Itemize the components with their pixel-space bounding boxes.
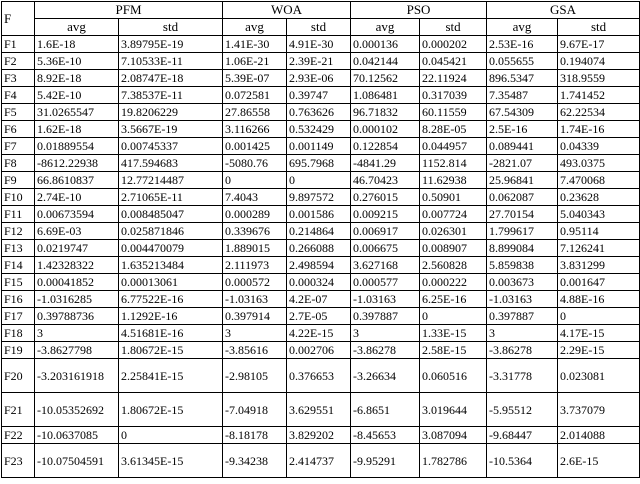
gsa-avg-cell: 896.5347 bbox=[487, 70, 558, 87]
pso-avg-cell: 0.122854 bbox=[351, 138, 420, 155]
pfm-std-cell: 2.25841E-15 bbox=[119, 359, 223, 393]
function-label: F18 bbox=[2, 325, 35, 342]
std-header: std bbox=[420, 19, 487, 36]
function-label: F21 bbox=[2, 393, 35, 427]
gsa-avg-cell: 5.859838 bbox=[487, 257, 558, 274]
avg-header: avg bbox=[35, 19, 119, 36]
function-label: F5 bbox=[2, 104, 35, 121]
pfm-avg-cell: 0.00041852 bbox=[35, 274, 119, 291]
woa-avg-cell: 1.41E-30 bbox=[223, 36, 287, 53]
gsa-std-cell: 1.741452 bbox=[558, 87, 640, 104]
woa-std-cell: 4.91E-30 bbox=[287, 36, 351, 53]
gsa-std-cell: 0.001647 bbox=[558, 274, 640, 291]
function-label: F3 bbox=[2, 70, 35, 87]
woa-std-cell: 0.000324 bbox=[287, 274, 351, 291]
table-row bbox=[2, 393, 640, 427]
gsa-std-cell: 2.014088 bbox=[558, 427, 640, 444]
gsa-std-cell: 4.17E-15 bbox=[558, 325, 640, 342]
gsa-avg-cell: -1.03163 bbox=[487, 291, 558, 308]
gsa-std-cell: 2.6E-15 bbox=[558, 444, 640, 478]
gsa-std-cell: 4.88E-16 bbox=[558, 291, 640, 308]
pfm-avg-cell: 3 bbox=[35, 325, 119, 342]
woa-avg-cell: 0.001425 bbox=[223, 138, 287, 155]
table-row bbox=[2, 155, 640, 172]
pso-avg-cell: -6.8651 bbox=[351, 393, 420, 427]
pfm-std-cell: 0.00745337 bbox=[119, 138, 223, 155]
gsa-std-cell: 7.470068 bbox=[558, 172, 640, 189]
table-row bbox=[2, 223, 640, 240]
function-label: F23 bbox=[2, 444, 35, 478]
woa-avg-cell: 0.000289 bbox=[223, 206, 287, 223]
gsa-avg-cell: -2821.07 bbox=[487, 155, 558, 172]
avg-header: avg bbox=[487, 19, 558, 36]
function-label: F12 bbox=[2, 223, 35, 240]
function-label: F6 bbox=[2, 121, 35, 138]
pso-avg-cell: -3.86278 bbox=[351, 342, 420, 359]
pfm-avg-cell: 0.01889554 bbox=[35, 138, 119, 155]
gsa-avg-cell: -3.31778 bbox=[487, 359, 558, 393]
pso-avg-cell: 0.276015 bbox=[351, 189, 420, 206]
gsa-avg-cell: 2.53E-16 bbox=[487, 36, 558, 53]
gsa-avg-cell: 0.089441 bbox=[487, 138, 558, 155]
pso-avg-cell: 1.086481 bbox=[351, 87, 420, 104]
pso-avg-cell: 46.70423 bbox=[351, 172, 420, 189]
table-row bbox=[2, 427, 640, 444]
pso-avg-cell: -3.26634 bbox=[351, 359, 420, 393]
woa-avg-cell: 0.000572 bbox=[223, 274, 287, 291]
gsa-avg-cell: 67.54309 bbox=[487, 104, 558, 121]
woa-std-cell: 0.001149 bbox=[287, 138, 351, 155]
std-header: std bbox=[119, 19, 223, 36]
gsa-avg-cell: 27.70154 bbox=[487, 206, 558, 223]
pso-avg-cell: 3 bbox=[351, 325, 420, 342]
woa-avg-cell: 0.339676 bbox=[223, 223, 287, 240]
pfm-avg-cell: 1.42328322 bbox=[35, 257, 119, 274]
gsa-std-cell: 0.194074 bbox=[558, 53, 640, 70]
gsa-avg-cell: 2.5E-16 bbox=[487, 121, 558, 138]
pso-std-cell: 0.044957 bbox=[420, 138, 487, 155]
pfm-avg-cell: 66.8610837 bbox=[35, 172, 119, 189]
pso-avg-cell: 0.000136 bbox=[351, 36, 420, 53]
gsa-avg-cell: 0.062087 bbox=[487, 189, 558, 206]
pfm-avg-cell: 6.69E-03 bbox=[35, 223, 119, 240]
pfm-std-cell: 6.77522E-16 bbox=[119, 291, 223, 308]
gsa-avg-cell: 1.799617 bbox=[487, 223, 558, 240]
pso-std-cell: 3.087094 bbox=[420, 427, 487, 444]
results-table bbox=[1, 1, 640, 478]
pfm-avg-cell: -3.8627798 bbox=[35, 342, 119, 359]
table-row bbox=[2, 121, 640, 138]
gsa-avg-cell: -9.68447 bbox=[487, 427, 558, 444]
pso-avg-cell: 0.000102 bbox=[351, 121, 420, 138]
function-label: F1 bbox=[2, 36, 35, 53]
pso-avg-cell: 0.006917 bbox=[351, 223, 420, 240]
pfm-avg-cell: 1.6E-18 bbox=[35, 36, 119, 53]
pso-std-cell: 0.008907 bbox=[420, 240, 487, 257]
table-row bbox=[2, 240, 640, 257]
pso-std-cell: 0.060516 bbox=[420, 359, 487, 393]
pfm-std-cell: 1.80672E-15 bbox=[119, 393, 223, 427]
woa-std-cell: 2.39E-21 bbox=[287, 53, 351, 70]
table-row bbox=[2, 138, 640, 155]
pfm-std-cell: 3.61345E-15 bbox=[119, 444, 223, 478]
pfm-avg-cell: -10.0637085 bbox=[35, 427, 119, 444]
pso-std-cell: 2.58E-15 bbox=[420, 342, 487, 359]
gsa-std-cell: 493.0375 bbox=[558, 155, 640, 172]
table-row bbox=[2, 257, 640, 274]
woa-avg-cell: 5.39E-07 bbox=[223, 70, 287, 87]
gsa-std-cell: 0.023081 bbox=[558, 359, 640, 393]
gsa-std-cell: 0.04339 bbox=[558, 138, 640, 155]
function-label: F8 bbox=[2, 155, 35, 172]
pfm-avg-cell: 2.74E-10 bbox=[35, 189, 119, 206]
avg-header: avg bbox=[351, 19, 420, 36]
woa-std-cell: 2.93E-06 bbox=[287, 70, 351, 87]
function-label: F2 bbox=[2, 53, 35, 70]
woa-avg-cell: 1.06E-21 bbox=[223, 53, 287, 70]
woa-avg-cell: -3.85616 bbox=[223, 342, 287, 359]
woa-avg-cell: 0 bbox=[223, 172, 287, 189]
pso-avg-cell: 0.006675 bbox=[351, 240, 420, 257]
pfm-std-cell: 3.5667E-19 bbox=[119, 121, 223, 138]
gsa-std-cell: 318.9559 bbox=[558, 70, 640, 87]
pfm-avg-cell: -3.203161918 bbox=[35, 359, 119, 393]
gsa-avg-cell: 0.003673 bbox=[487, 274, 558, 291]
pso-std-cell: 0.026301 bbox=[420, 223, 487, 240]
pfm-std-cell: 7.38537E-11 bbox=[119, 87, 223, 104]
woa-avg-cell: 2.111973 bbox=[223, 257, 287, 274]
pso-avg-cell: 0.397887 bbox=[351, 308, 420, 325]
pfm-std-cell: 1.635213484 bbox=[119, 257, 223, 274]
table-row bbox=[2, 36, 640, 53]
woa-avg-cell: -1.03163 bbox=[223, 291, 287, 308]
woa-std-cell: 4.22E-15 bbox=[287, 325, 351, 342]
pso-avg-cell: 0.009215 bbox=[351, 206, 420, 223]
gsa-std-cell: 9.67E-17 bbox=[558, 36, 640, 53]
pfm-avg-cell: 5.36E-10 bbox=[35, 53, 119, 70]
gsa-std-cell: 62.22534 bbox=[558, 104, 640, 121]
pso-std-cell: 22.11924 bbox=[420, 70, 487, 87]
woa-avg-cell: 3 bbox=[223, 325, 287, 342]
algorithm-header-woa: WOA bbox=[223, 2, 351, 19]
woa-std-cell: 2.414737 bbox=[287, 444, 351, 478]
pfm-avg-cell: 0.00673594 bbox=[35, 206, 119, 223]
woa-std-cell: 9.897572 bbox=[287, 189, 351, 206]
gsa-avg-cell: 7.35487 bbox=[487, 87, 558, 104]
woa-std-cell: 0.214864 bbox=[287, 223, 351, 240]
algorithm-header-pfm: PFM bbox=[35, 2, 223, 19]
gsa-std-cell: 2.29E-15 bbox=[558, 342, 640, 359]
woa-std-cell: 2.498594 bbox=[287, 257, 351, 274]
pso-std-cell: 0.317039 bbox=[420, 87, 487, 104]
pso-avg-cell: -8.45653 bbox=[351, 427, 420, 444]
pso-std-cell: 1152.814 bbox=[420, 155, 487, 172]
table-row bbox=[2, 444, 640, 478]
function-label: F13 bbox=[2, 240, 35, 257]
pfm-std-cell: 3.89795E-19 bbox=[119, 36, 223, 53]
avg-header: avg bbox=[223, 19, 287, 36]
function-label: F15 bbox=[2, 274, 35, 291]
std-header: std bbox=[558, 19, 640, 36]
pfm-std-cell: 4.51681E-16 bbox=[119, 325, 223, 342]
pfm-avg-cell: -1.0316285 bbox=[35, 291, 119, 308]
pso-std-cell: 11.62938 bbox=[420, 172, 487, 189]
woa-avg-cell: -9.34238 bbox=[223, 444, 287, 478]
table-row bbox=[2, 325, 640, 342]
gsa-avg-cell: 0.055655 bbox=[487, 53, 558, 70]
algorithm-header-gsa: GSA bbox=[487, 2, 640, 19]
std-header: std bbox=[287, 19, 351, 36]
pso-avg-cell: -4841.29 bbox=[351, 155, 420, 172]
pfm-avg-cell: -8612.22938 bbox=[35, 155, 119, 172]
pso-std-cell: 1.33E-15 bbox=[420, 325, 487, 342]
pso-avg-cell: -9.95291 bbox=[351, 444, 420, 478]
table-row bbox=[2, 342, 640, 359]
function-label: F4 bbox=[2, 87, 35, 104]
woa-std-cell: 0.002706 bbox=[287, 342, 351, 359]
woa-std-cell: 2.7E-05 bbox=[287, 308, 351, 325]
table-row bbox=[2, 104, 640, 121]
woa-avg-cell: 1.889015 bbox=[223, 240, 287, 257]
woa-avg-cell: 3.116266 bbox=[223, 121, 287, 138]
pso-std-cell: 0 bbox=[420, 308, 487, 325]
pfm-std-cell: 0.025871846 bbox=[119, 223, 223, 240]
pso-avg-cell: -1.03163 bbox=[351, 291, 420, 308]
header-row-algorithms bbox=[2, 2, 640, 19]
woa-avg-cell: 0.072581 bbox=[223, 87, 287, 104]
gsa-std-cell: 0.95114 bbox=[558, 223, 640, 240]
pso-avg-cell: 3.627168 bbox=[351, 257, 420, 274]
pso-std-cell: 2.560828 bbox=[420, 257, 487, 274]
woa-avg-cell: -5080.76 bbox=[223, 155, 287, 172]
gsa-std-cell: 0.23628 bbox=[558, 189, 640, 206]
pso-std-cell: 60.11559 bbox=[420, 104, 487, 121]
woa-avg-cell: 7.4043 bbox=[223, 189, 287, 206]
pso-std-cell: 0.000222 bbox=[420, 274, 487, 291]
function-label: F9 bbox=[2, 172, 35, 189]
woa-std-cell: 0.376653 bbox=[287, 359, 351, 393]
function-column-header: F bbox=[2, 2, 35, 36]
pso-std-cell: 0.50901 bbox=[420, 189, 487, 206]
function-label: F10 bbox=[2, 189, 35, 206]
table-row bbox=[2, 291, 640, 308]
table-row bbox=[2, 308, 640, 325]
pfm-avg-cell: -10.07504591 bbox=[35, 444, 119, 478]
pfm-std-cell: 1.1292E-16 bbox=[119, 308, 223, 325]
pso-avg-cell: 0.042144 bbox=[351, 53, 420, 70]
pfm-std-cell: 0.00013061 bbox=[119, 274, 223, 291]
gsa-std-cell: 0 bbox=[558, 308, 640, 325]
table-row bbox=[2, 274, 640, 291]
woa-avg-cell: -2.98105 bbox=[223, 359, 287, 393]
function-label: F20 bbox=[2, 359, 35, 393]
pfm-avg-cell: 8.92E-18 bbox=[35, 70, 119, 87]
header-row-stats bbox=[2, 19, 640, 36]
pso-avg-cell: 96.71832 bbox=[351, 104, 420, 121]
function-label: F14 bbox=[2, 257, 35, 274]
pfm-std-cell: 7.10533E-11 bbox=[119, 53, 223, 70]
gsa-avg-cell: -10.5364 bbox=[487, 444, 558, 478]
woa-avg-cell: -7.04918 bbox=[223, 393, 287, 427]
woa-std-cell: 695.7968 bbox=[287, 155, 351, 172]
pso-std-cell: 1.782786 bbox=[420, 444, 487, 478]
gsa-std-cell: 5.040343 bbox=[558, 206, 640, 223]
woa-std-cell: 0.39747 bbox=[287, 87, 351, 104]
woa-avg-cell: 0.397914 bbox=[223, 308, 287, 325]
gsa-std-cell: 7.126241 bbox=[558, 240, 640, 257]
table-row bbox=[2, 70, 640, 87]
pso-std-cell: 0.000202 bbox=[420, 36, 487, 53]
gsa-std-cell: 3.831299 bbox=[558, 257, 640, 274]
table-row bbox=[2, 53, 640, 70]
gsa-avg-cell: 0.397887 bbox=[487, 308, 558, 325]
table-row bbox=[2, 206, 640, 223]
pfm-avg-cell: 0.0219747 bbox=[35, 240, 119, 257]
pfm-avg-cell: 5.42E-10 bbox=[35, 87, 119, 104]
algorithm-header-pso: PSO bbox=[351, 2, 487, 19]
woa-avg-cell: 27.86558 bbox=[223, 104, 287, 121]
pso-std-cell: 8.28E-05 bbox=[420, 121, 487, 138]
woa-std-cell: 0.266088 bbox=[287, 240, 351, 257]
gsa-avg-cell: 8.899084 bbox=[487, 240, 558, 257]
pfm-avg-cell: 31.0265547 bbox=[35, 104, 119, 121]
gsa-std-cell: 3.737079 bbox=[558, 393, 640, 427]
woa-std-cell: 0 bbox=[287, 172, 351, 189]
pfm-avg-cell: 1.62E-18 bbox=[35, 121, 119, 138]
pso-avg-cell: 0.000577 bbox=[351, 274, 420, 291]
pso-std-cell: 3.019644 bbox=[420, 393, 487, 427]
pfm-std-cell: 417.594683 bbox=[119, 155, 223, 172]
woa-std-cell: 3.829202 bbox=[287, 427, 351, 444]
woa-std-cell: 3.629551 bbox=[287, 393, 351, 427]
woa-std-cell: 4.2E-07 bbox=[287, 291, 351, 308]
pso-avg-cell: 70.12562 bbox=[351, 70, 420, 87]
gsa-avg-cell: -5.95512 bbox=[487, 393, 558, 427]
gsa-std-cell: 1.74E-16 bbox=[558, 121, 640, 138]
woa-avg-cell: -8.18178 bbox=[223, 427, 287, 444]
pfm-std-cell: 12.77214487 bbox=[119, 172, 223, 189]
woa-std-cell: 0.532429 bbox=[287, 121, 351, 138]
pfm-std-cell: 0.004470079 bbox=[119, 240, 223, 257]
woa-std-cell: 0.763626 bbox=[287, 104, 351, 121]
pso-std-cell: 0.007724 bbox=[420, 206, 487, 223]
pfm-std-cell: 19.8206229 bbox=[119, 104, 223, 121]
pso-std-cell: 0.045421 bbox=[420, 53, 487, 70]
gsa-avg-cell: 3 bbox=[487, 325, 558, 342]
function-label: F16 bbox=[2, 291, 35, 308]
pfm-std-cell: 0.008485047 bbox=[119, 206, 223, 223]
pfm-std-cell: 2.08747E-18 bbox=[119, 70, 223, 87]
pfm-avg-cell: -10.05352692 bbox=[35, 393, 119, 427]
pso-std-cell: 6.25E-16 bbox=[420, 291, 487, 308]
gsa-avg-cell: 25.96841 bbox=[487, 172, 558, 189]
pfm-avg-cell: 0.39788736 bbox=[35, 308, 119, 325]
table-row bbox=[2, 87, 640, 104]
function-label: F19 bbox=[2, 342, 35, 359]
function-label: F22 bbox=[2, 427, 35, 444]
function-label: F11 bbox=[2, 206, 35, 223]
gsa-avg-cell: -3.86278 bbox=[487, 342, 558, 359]
woa-std-cell: 0.001586 bbox=[287, 206, 351, 223]
table-row bbox=[2, 172, 640, 189]
pfm-std-cell: 2.71065E-11 bbox=[119, 189, 223, 206]
pfm-std-cell: 0 bbox=[119, 427, 223, 444]
function-label: F17 bbox=[2, 308, 35, 325]
pfm-std-cell: 1.80672E-15 bbox=[119, 342, 223, 359]
function-label: F7 bbox=[2, 138, 35, 155]
table-row bbox=[2, 189, 640, 206]
table-row bbox=[2, 359, 640, 393]
